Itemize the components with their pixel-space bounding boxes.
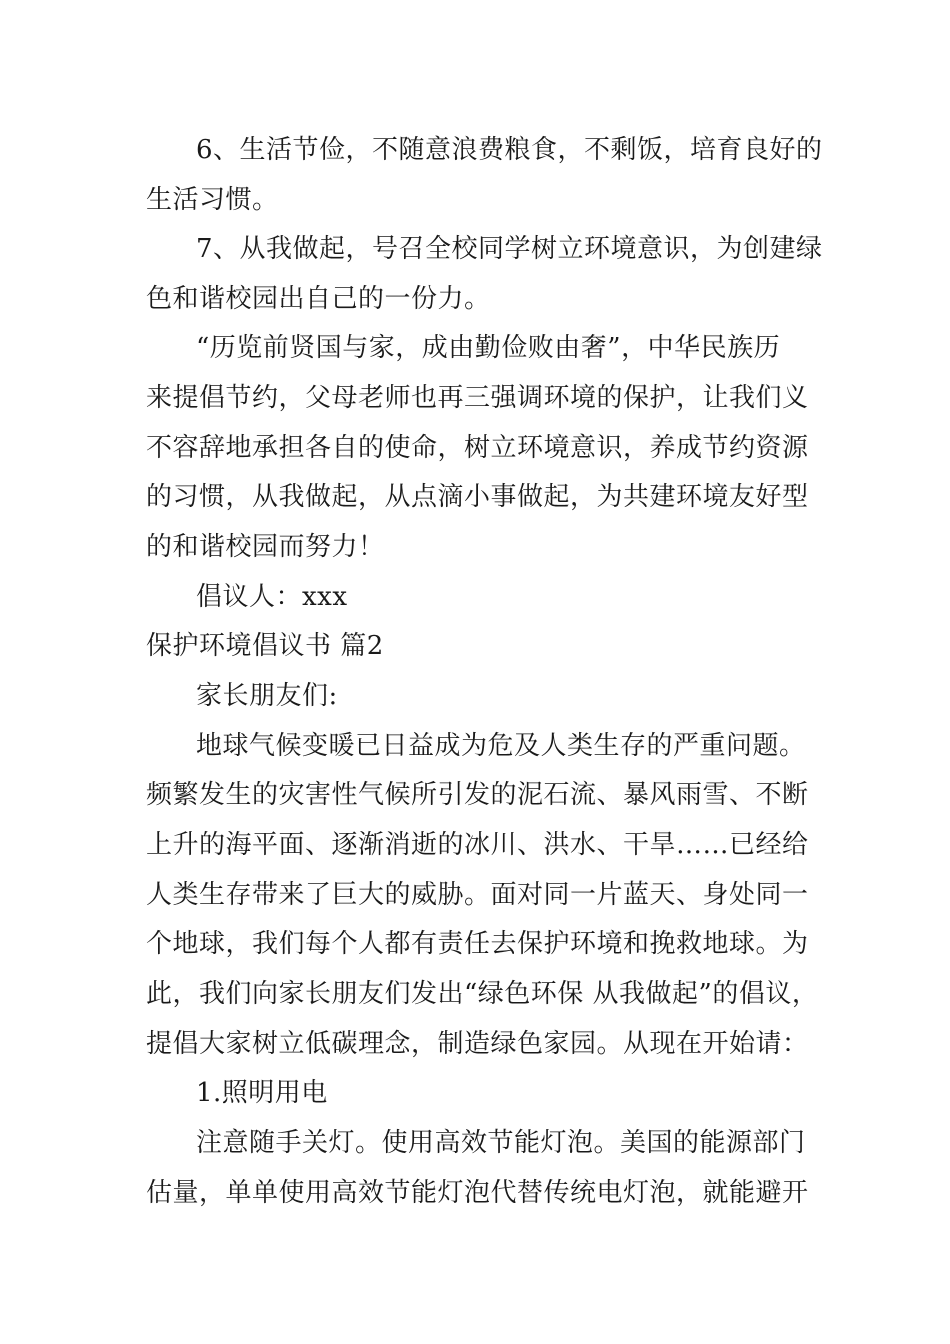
paragraph-climate-line-3: 上升的海平面、逐渐消逝的冰川、洪水、干旱……已经给 bbox=[146, 830, 809, 860]
paragraph-climate-line-7: 提倡大家树立低碳理念，制造绿色家园。从现在开始请： bbox=[146, 1029, 809, 1059]
paragraph-item-7-line-2: 色和谐校园出自己的一份力。 bbox=[146, 284, 491, 314]
section-heading: 保护环境倡议书 篇2 bbox=[146, 631, 384, 661]
paragraph-quote-line-1: “历览前贤国与家，成由勤俭败由奢”，中华民族历 bbox=[196, 333, 781, 363]
paragraph-item-7-line-1: 7、从我做起，号召全校同学树立环境意识，为创建绿 bbox=[196, 234, 823, 264]
paragraph-climate-line-4: 人类生存带来了巨大的威胁。面对同一片蓝天、身处同一 bbox=[146, 880, 809, 910]
paragraph-quote-line-4: 的习惯，从我做起，从点滴小事做起，为共建环境友好型 bbox=[146, 482, 809, 512]
paragraph-quote-line-5: 的和谐校园而努力！ bbox=[146, 532, 385, 562]
paragraph-quote-line-2: 来提倡节约，父母老师也再三强调环境的保护，让我们义 bbox=[146, 383, 809, 413]
paragraph-item-6-line-1: 6、生活节俭，不随意浪费粮食，不剩饭，培育良好的 bbox=[196, 135, 823, 165]
paragraph-climate-line-5: 个地球，我们每个人都有责任去保护环境和挽救地球。为 bbox=[146, 929, 809, 959]
salutation: 家长朋友们: bbox=[196, 681, 338, 711]
signature-line: 倡议人：xxx bbox=[196, 582, 348, 612]
paragraph-item-6-line-2: 生活习惯。 bbox=[146, 185, 279, 215]
paragraph-lighting-line-2: 估量，单单使用高效节能灯泡代替传统电灯泡，就能避开 bbox=[146, 1178, 809, 1208]
paragraph-quote-line-3: 不容辞地承担各自的使命，树立环境意识，养成节约资源 bbox=[146, 433, 809, 463]
subheading-lighting: 1.照明用电 bbox=[196, 1078, 328, 1108]
paragraph-climate-line-6: 此，我们向家长朋友们发出“绿色环保 从我做起”的倡议， bbox=[146, 979, 819, 1009]
paragraph-climate-line-1: 地球气候变暖已日益成为危及人类生存的严重问题。 bbox=[196, 731, 806, 761]
paragraph-climate-line-2: 频繁发生的灾害性气候所引发的泥石流、暴风雨雪、不断 bbox=[146, 780, 809, 810]
paragraph-lighting-line-1: 注意随手关灯。使用高效节能灯泡。美国的能源部门 bbox=[196, 1128, 806, 1158]
